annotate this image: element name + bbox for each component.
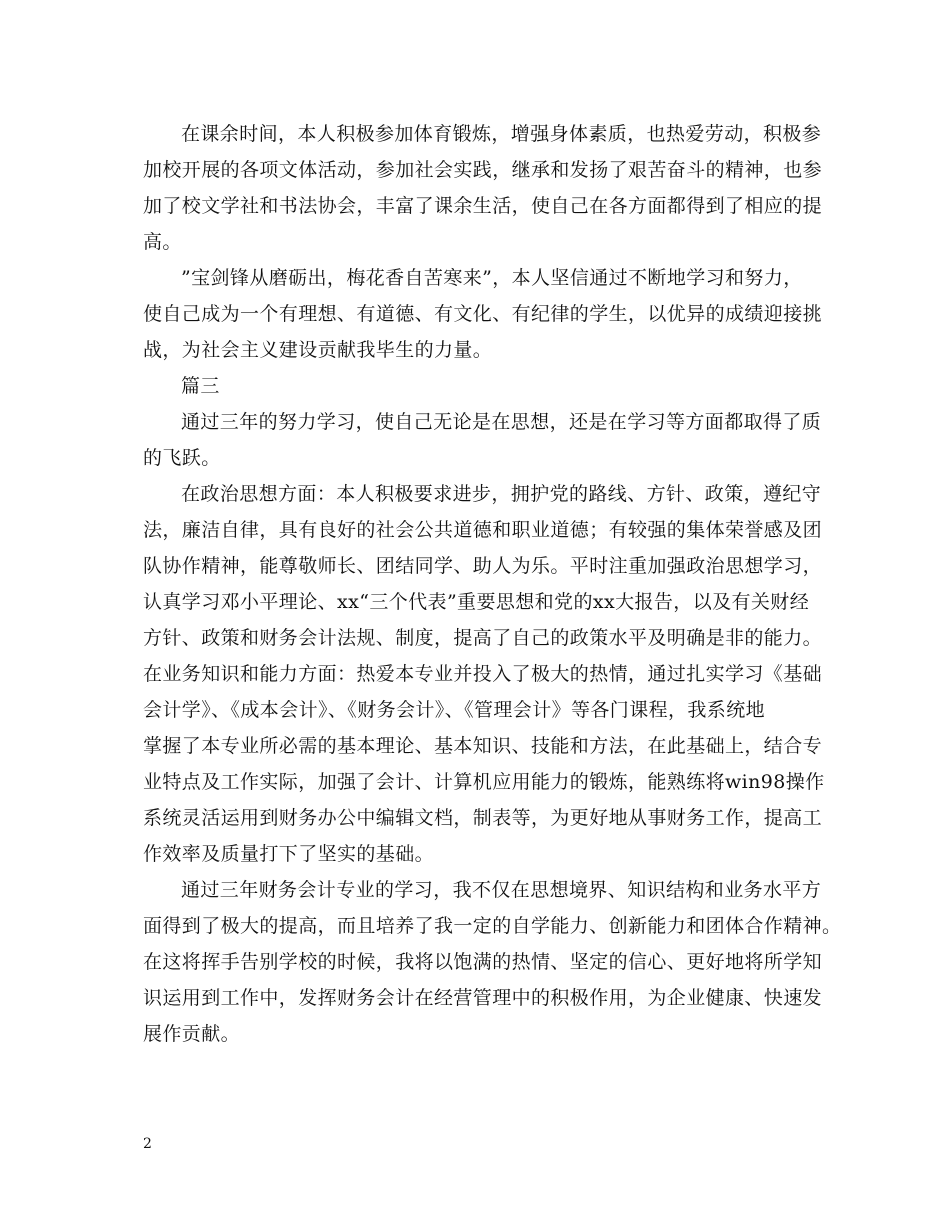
text-line: 作效率及质量打下了坚实的基础。 xyxy=(143,843,435,865)
page-number: 2 xyxy=(143,1136,152,1152)
text-line: 在政治思想方面：本人积极要求进步，拥护党的路线、方针、政策，遵纪守 xyxy=(181,483,822,505)
text-line: 战，为社会主义建设贡献我毕生的力量。 xyxy=(143,339,493,361)
text-line: 在业务知识和能力方面：热爱本专业并投入了极大的热情，通过扎实学习《基础 xyxy=(143,663,823,685)
text-line: 的飞跃。 xyxy=(143,447,221,469)
text-line: 在课余时间，本人积极参加体育锻炼，增强身体素质，也热爱劳动，积极参 xyxy=(181,123,822,145)
text-line: 高。 xyxy=(143,231,182,253)
text-line: 掌握了本专业所必需的基本理论、基本知识、技能和方法，在此基础上，结合专 xyxy=(143,735,823,757)
section-heading: 篇三 xyxy=(181,375,220,397)
text-line: 会计学》、《成本会计》、《财务会计》、《管理会计》等各门课程，我系统地 xyxy=(143,699,766,721)
document-body xyxy=(143,116,842,1052)
text-line: 系统灵活运用到财务办公中编辑文档，制表等，为更好地从事财务工作，提高工 xyxy=(143,807,823,829)
text-line: 认真学习邓小平理论、xx“三个代表”重要思想和党的xx大报告，以及有关财经 xyxy=(143,591,810,613)
text-line: 法，廉洁自律，具有良好的社会公共道德和职业道德；有较强的集体荣誉感及团 xyxy=(143,519,823,541)
text-line: 通过三年财务会计专业的学习，我不仅在思想境界、知识结构和业务水平方 xyxy=(181,879,822,901)
text-line: 通过三年的努力学习，使自己无论是在思想，还是在学习等方面都取得了质 xyxy=(181,411,822,433)
text-line: 面得到了极大的提高，而且培养了我一定的自学能力、创新能力和团体合作精神。 xyxy=(143,915,842,937)
text-line: 加了校文学社和书法协会，丰富了课余生活，使自己在各方面都得到了相应的提 xyxy=(143,195,823,217)
text-line: ”宝剑锋从磨砺出，梅花香自苦寒来”，本人坚信通过不断地学习和努力， xyxy=(181,267,803,289)
text-line: 识运用到工作中，发挥财务会计在经营管理中的积极作用，为企业健康、快速发 xyxy=(143,987,823,1009)
text-line: 使自己成为一个有理想、有道德、有文化、有纪律的学生，以优异的成绩迎接挑 xyxy=(143,303,823,325)
text-line: 加校开展的各项文体活动，参加社会实践，继承和发扬了艰苦奋斗的精神，也参 xyxy=(143,159,823,181)
text-line: 方针、政策和财务会计法规、制度，提高了自己的政策水平及明确是非的能力。 xyxy=(143,627,823,649)
text-line: 展作贡献。 xyxy=(143,1023,241,1045)
text-line: 业特点及工作实际，加强了会计、计算机应用能力的锻炼，能熟练将win98操作 xyxy=(143,771,825,793)
text-line: 在这将挥手告别学校的时候，我将以饱满的热情、坚定的信心、更好地将所学知 xyxy=(143,951,823,973)
text-line: 队协作精神，能尊敬师长、团结同学、助人为乐。平时注重加强政治思想学习， xyxy=(143,555,823,577)
